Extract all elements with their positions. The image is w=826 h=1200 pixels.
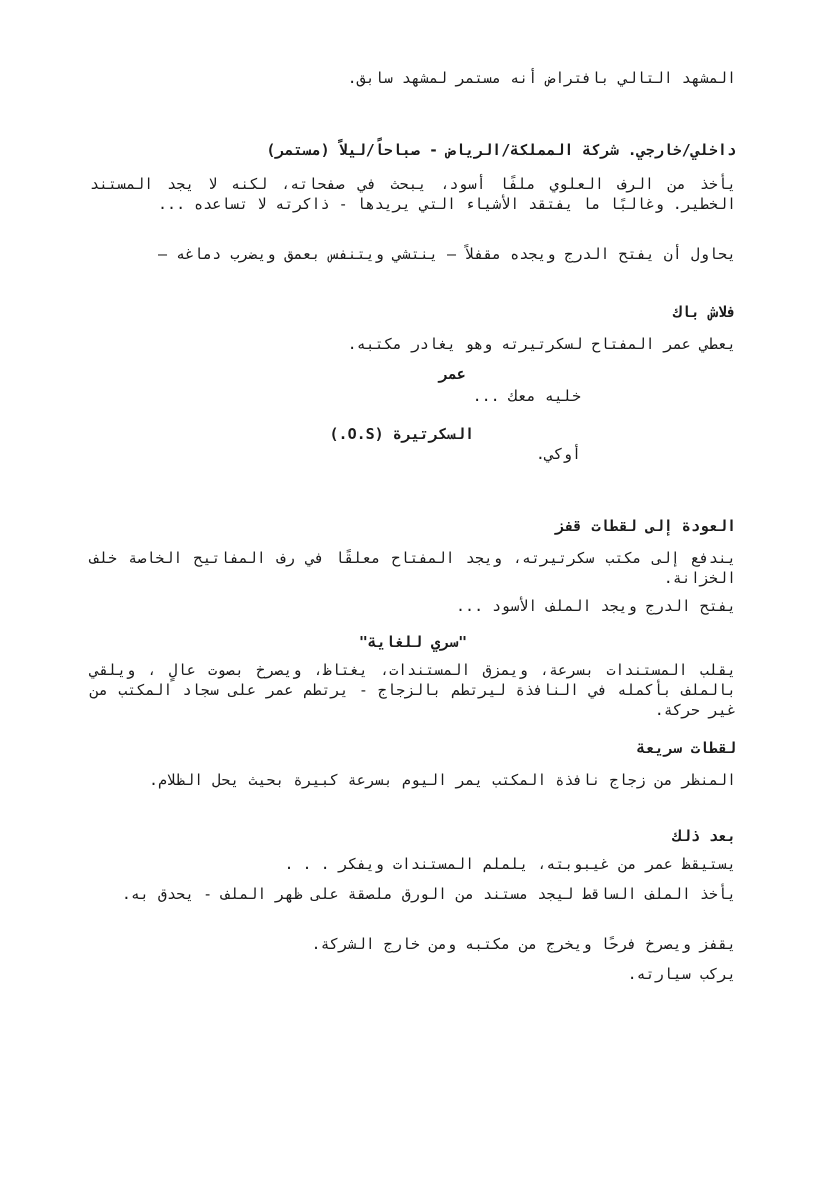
action-paragraph: يندفع إلى مكتب سكرتيرته، ويجد المفتاح معلقًا في رف المفاتيح الخاصة خلف الخزانة. [90,549,736,587]
opening-note: المشهد التالي بافتراض أنه مستمر لمشهد سابق. [347,69,736,87]
quick-shots-heading: لقطات سريعة [636,739,736,757]
scene-heading: داخلي/خارجي. شركة المملكة/الرياض - صباحاً/ليلاً (مستمر) [266,141,736,159]
dialogue-secretary: أوكي. [535,445,581,463]
action-paragraph: يأخذ من الرف العلوي ملفًا أسود، يبحث في صفحاته، لكنه لا يجد المستند الخطير. وغالبًا ما يفتقد الأشياء التي يريدها - ذاكرته لا تساعده ... [90,175,736,213]
action-paragraph: المنظر من زجاج نافذة المكتب يمر اليوم بسرعة كبيرة بحيث يحل الظلام. [149,771,736,789]
action-paragraph: يفتح الدرج ويجد الملف الأسود ... [456,597,736,615]
character-name-secretary: السكرتيرة (O.S.) [329,425,474,443]
transition-flashback: فلاش باك [672,303,736,321]
action-paragraph: يعطي عمر المفتاح لسكرتيرته وهو يغادر مكتبه. [347,335,736,353]
dialogue-omar: خليه معك ... [472,387,581,405]
action-paragraph: يستيقظ عمر من غيبوبته، يلملم المستندات ويفكر . . . [284,855,736,873]
action-paragraph: يحاول أن يفتح الدرج ويجده مقفلاً — ينتشي ويتنفس بعمق ويضرب دماغه — [158,245,736,263]
action-paragraph: يركب سيارته. [627,965,736,983]
return-heading: العودة إلى لقطات قفز [555,517,736,535]
character-name-omar: عمر [438,365,466,383]
after-heading: بعد ذلك [672,827,736,845]
top-secret-label: "سري للغاية" [358,633,468,651]
action-paragraph: يقلب المستندات بسرعة، ويمزق المستندات، يغتاظ، ويصرخ بصوت عالٍ ، ويلقي بالملف بأكمله في النافذة ليرتطم بالزجاج - يرتطم عمر على سجاد المكتب من غير حركة. [90,661,736,719]
action-paragraph: يقفز ويصرخ فرحًا ويخرج من مكتبه ومن خارج الشركة. [311,935,736,953]
action-paragraph: يأخذ الملف الساقط ليجد مستند من الورق ملصقة على ظهر الملف - يحدق به. [121,885,736,903]
